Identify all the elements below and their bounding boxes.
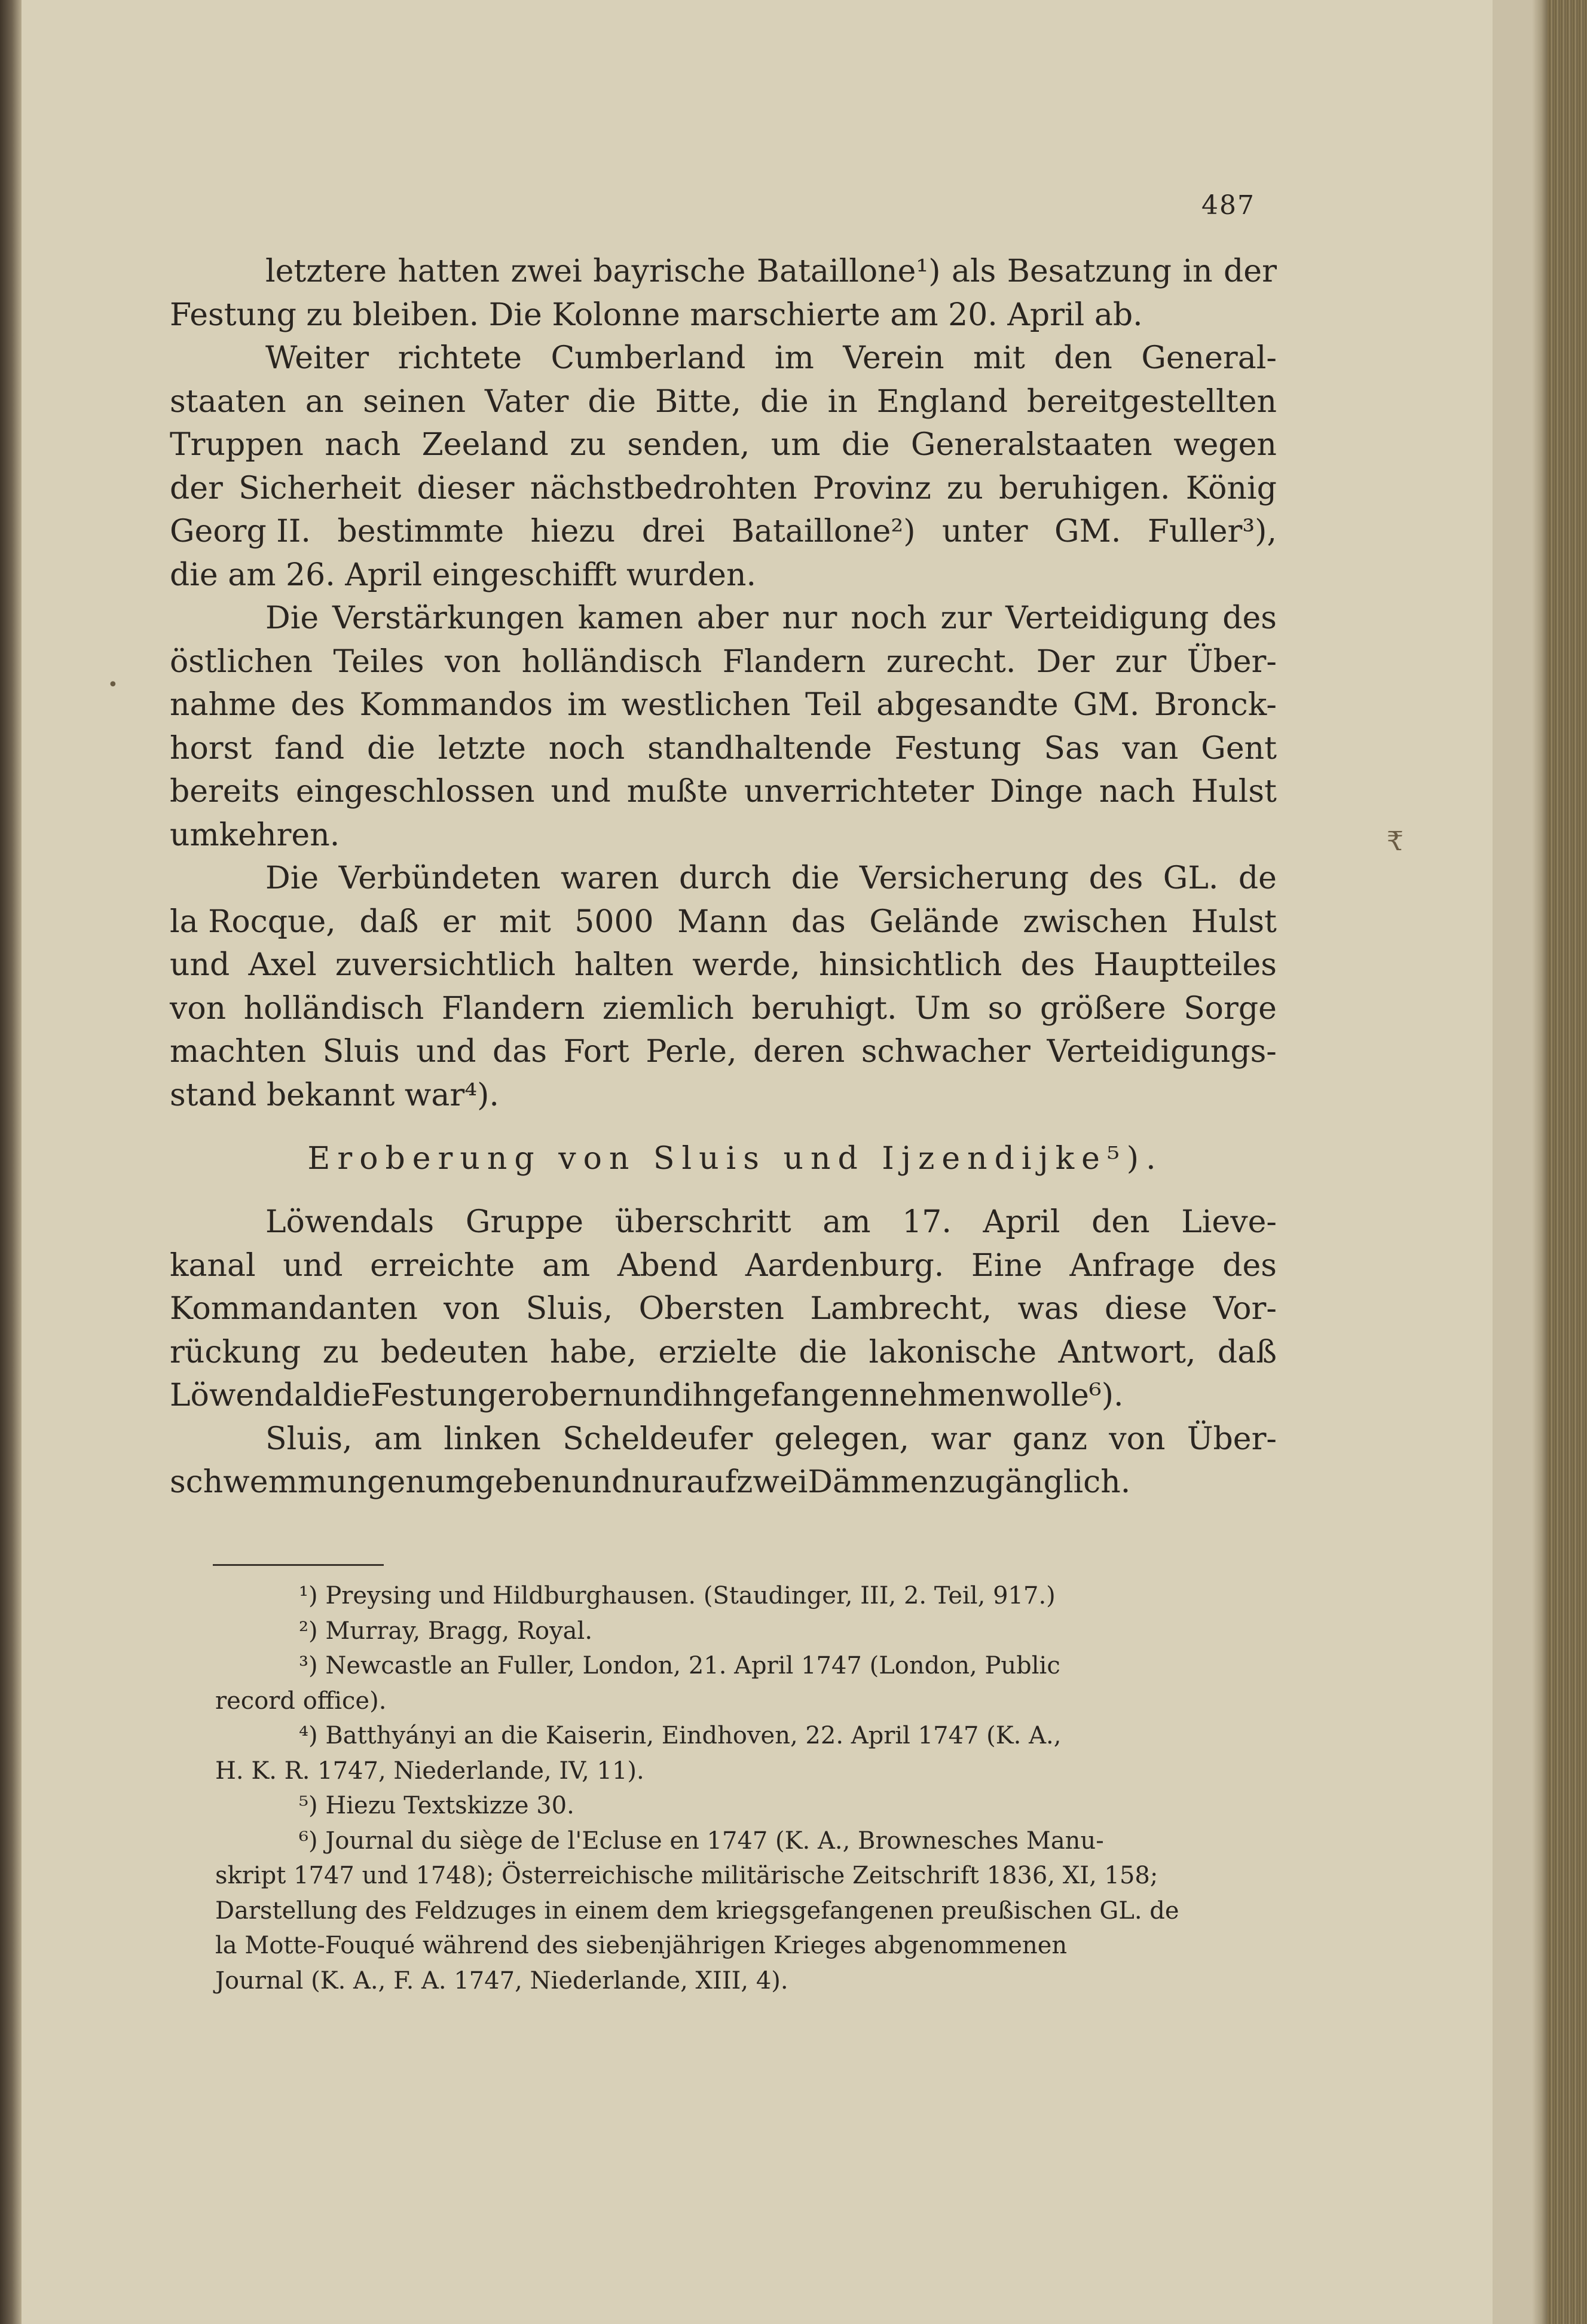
word: hatten <box>397 254 500 289</box>
word: horst <box>170 730 252 766</box>
footnote-line: la Motte-Fouqué während des siebenjährigen Krieges abgenommenen <box>215 1932 1068 1959</box>
word: Flandern <box>441 990 585 1027</box>
word: erobern <box>497 1378 623 1413</box>
word: Aardenburg. <box>745 1247 944 1284</box>
word: nur <box>782 600 837 636</box>
paragraphs-after-heading <box>170 1201 1277 1504</box>
word: und <box>416 1034 476 1070</box>
word: mit <box>973 340 1025 376</box>
word: Gelände <box>869 903 999 940</box>
word: letztere <box>265 254 387 289</box>
word: Dämmen <box>808 1464 949 1500</box>
word: das <box>493 1034 548 1070</box>
word: er <box>442 903 476 940</box>
word: zur <box>1115 643 1167 680</box>
word: am <box>822 1204 871 1240</box>
footnote-line: Journal (K. A., F. A. 1747, Niederlande, XIII, 4). <box>215 1966 788 1995</box>
margin-dot: • <box>108 674 118 695</box>
word: Weiter <box>265 340 369 376</box>
word: Gruppe <box>465 1204 584 1240</box>
word: und <box>283 1247 343 1284</box>
text-line <box>170 250 1277 294</box>
word: Sluis, <box>525 1291 613 1327</box>
word: Festung <box>894 730 1022 766</box>
word: la Rocque, <box>170 903 336 940</box>
text-line <box>170 1418 1277 1461</box>
word: Truppen <box>170 427 304 463</box>
word: umkehren. <box>170 817 340 853</box>
word: in <box>827 383 858 420</box>
word: zurecht. <box>886 643 1016 680</box>
word: von <box>1109 1421 1166 1457</box>
word: die <box>367 730 415 766</box>
word: hinsichtlich <box>819 947 1002 983</box>
word: linken <box>444 1421 541 1457</box>
word: werde, <box>692 947 800 983</box>
text-line <box>170 683 1277 727</box>
word: machten <box>170 1034 307 1070</box>
word: Sluis <box>322 1034 400 1070</box>
word: noch <box>851 600 927 636</box>
word: Vor- <box>1213 1291 1277 1327</box>
word: eingeschlossen <box>295 774 535 810</box>
word: GM. <box>1073 687 1140 723</box>
word: Sicherheit <box>238 470 402 506</box>
word: des <box>291 687 345 723</box>
text-line <box>170 597 1277 640</box>
word: des <box>1088 860 1143 896</box>
word: stand bekannt war⁴). <box>170 1077 499 1113</box>
word: daß <box>359 903 419 940</box>
word: unter <box>942 514 1028 549</box>
word: Hauptteiles <box>1093 947 1277 983</box>
word: dieser <box>417 470 515 506</box>
section-heading: Eroberung von Sluis und Ijzendijke⁵). <box>307 1140 1163 1177</box>
word: Vater <box>485 383 569 420</box>
word: staaten <box>170 383 286 420</box>
footnote-line: ²) Murray, Bragg, Royal. <box>299 1617 593 1645</box>
word: Lambrecht, <box>810 1291 992 1327</box>
footnote-line: Darstellung des Feldzuges in einem dem kriegsgefangenen preußischen GL. de <box>215 1897 1179 1925</box>
paragraph <box>170 597 1277 857</box>
word: bayrische <box>593 254 746 289</box>
word: im <box>567 687 607 723</box>
word: von <box>170 990 227 1027</box>
word: zwei <box>736 1464 808 1500</box>
text-line <box>170 1201 1277 1244</box>
word: bestimmte <box>337 514 504 549</box>
word: Bronck- <box>1154 687 1277 723</box>
word: 17. <box>902 1204 952 1240</box>
footnote-line: skript 1747 und 1748); Österreichische militärische Zeitschrift 1836, XI, 158; <box>215 1862 1158 1889</box>
word: am <box>374 1421 423 1457</box>
word: drei <box>641 514 705 549</box>
word: rückung <box>170 1334 301 1370</box>
word: habe, <box>549 1334 637 1370</box>
word: bedeuten <box>380 1334 528 1370</box>
word: von <box>444 643 502 680</box>
word: die <box>791 860 840 896</box>
word: GM. <box>1054 514 1121 549</box>
word: die <box>841 427 890 463</box>
word: hiezu <box>530 514 616 549</box>
word: Axel <box>248 947 317 983</box>
word: beruhigt. <box>751 990 897 1027</box>
word: Anfrage <box>1069 1247 1195 1284</box>
word: erzielte <box>658 1334 778 1370</box>
word: in <box>1182 254 1213 289</box>
word: GL. <box>1163 860 1219 896</box>
footnote-line: ⁴) Batthyányi an die Kaiserin, Eindhoven, 22. April 1747 (K. A., <box>299 1722 1062 1749</box>
word: an <box>305 383 344 420</box>
text-line <box>170 727 1277 771</box>
word: Hulst <box>1191 774 1277 810</box>
word: zuversichtlich <box>335 947 556 983</box>
word: Verteidigungs- <box>1047 1034 1277 1070</box>
text-line <box>170 337 1277 380</box>
word: Generalstaaten <box>910 427 1152 463</box>
word: Kommandos <box>359 687 553 723</box>
word: Zeeland <box>421 427 549 463</box>
word: unverrichteter <box>744 774 974 810</box>
word: Verein <box>843 340 944 376</box>
word: beruhigen. <box>998 470 1170 506</box>
word: gelegen, <box>774 1421 909 1457</box>
word: richtete <box>397 340 522 376</box>
word: Kommandanten <box>170 1291 418 1327</box>
word: Fuller³), <box>1147 514 1277 549</box>
text-line <box>170 1244 1277 1288</box>
word: zu <box>570 427 606 463</box>
word: westlichen <box>621 687 791 723</box>
word: Sorge <box>1184 990 1277 1027</box>
word: gefangennehmen <box>732 1378 1006 1413</box>
paragraph <box>170 1418 1277 1504</box>
word: zugänglich. <box>948 1464 1131 1500</box>
word: des <box>1222 1247 1277 1284</box>
word: Festung zu bleiben. Die Kolonne marschierte am 20. April ab. <box>170 297 1143 333</box>
text-line <box>170 423 1277 467</box>
word: Sas <box>1044 730 1100 766</box>
word: König <box>1185 470 1277 506</box>
word: fand <box>274 730 345 766</box>
word: nächstbedrohten <box>530 470 797 506</box>
book-spine-edge <box>1548 0 1587 2324</box>
word: Teil <box>805 687 862 723</box>
word: Über- <box>1187 643 1277 680</box>
word: Eine <box>971 1247 1042 1284</box>
word: der <box>170 470 223 506</box>
word: Verbündeten <box>338 860 541 896</box>
word: zwischen <box>1023 903 1168 940</box>
word: standhaltende <box>647 730 872 766</box>
word: Provinz <box>812 470 931 506</box>
word: ganz <box>1012 1421 1088 1457</box>
paragraphs-before-heading <box>170 250 1277 1117</box>
word: Lieve- <box>1181 1204 1277 1240</box>
word: den <box>1054 340 1112 376</box>
word: wolle⁶). <box>1005 1378 1124 1413</box>
word: Um <box>915 990 971 1027</box>
footnote-line: H. K. R. 1747, Niederlande, IV, 11). <box>215 1757 644 1785</box>
word: Scheldeufer <box>562 1421 753 1457</box>
footnote-line: ¹) Preysing und Hildburghausen. (Staudinger, III, 2. Teil, 917.) <box>299 1582 1056 1610</box>
word: Festung <box>371 1378 498 1413</box>
word: bereitgestellten <box>1026 383 1277 420</box>
word: Dinge <box>990 774 1083 810</box>
word: überschritt <box>614 1204 791 1240</box>
page-gutter-shadow <box>1532 0 1548 2324</box>
footnotes <box>215 1578 1289 1998</box>
word: Gent <box>1201 730 1277 766</box>
word: Die <box>265 860 319 896</box>
word: Hulst <box>1191 903 1277 940</box>
word: den <box>1091 1204 1150 1240</box>
page-number: 487 <box>1201 190 1255 221</box>
text-line <box>170 987 1277 1031</box>
word: Besatzung <box>1007 254 1172 289</box>
word: Über- <box>1187 1421 1277 1457</box>
word: waren <box>560 860 659 896</box>
text-line <box>170 1374 1277 1418</box>
word: General- <box>1141 340 1277 376</box>
text-line <box>170 294 1277 337</box>
word: und <box>622 1378 683 1413</box>
word: daß <box>1217 1334 1277 1370</box>
paragraph <box>170 857 1277 1117</box>
word: als <box>952 254 996 289</box>
word: Bataillone¹) <box>756 254 941 289</box>
word: die <box>799 1334 848 1370</box>
word: zu <box>322 1334 359 1370</box>
word: noch <box>548 730 625 766</box>
word: und <box>170 947 230 983</box>
word: zu <box>946 470 983 506</box>
word: am <box>542 1247 591 1284</box>
word: halten <box>574 947 674 983</box>
word: um <box>770 427 821 463</box>
paragraph <box>170 250 1277 337</box>
word: Sluis, <box>265 1421 353 1457</box>
word: auf <box>686 1464 737 1500</box>
word: die <box>588 383 637 420</box>
word: senden, <box>627 427 750 463</box>
word: ziemlich <box>602 990 734 1027</box>
footnote-line: record office). <box>215 1687 387 1715</box>
footnote-rule <box>213 1564 384 1566</box>
word: Mann <box>677 903 768 940</box>
word: durch <box>679 860 772 896</box>
word: lakonische <box>869 1334 1037 1370</box>
word: Fort <box>563 1034 629 1070</box>
word: und <box>551 774 611 810</box>
word: Die <box>265 600 319 636</box>
word: holländisch <box>243 990 424 1027</box>
word: Löwendal <box>170 1378 323 1413</box>
word: so <box>987 990 1023 1027</box>
word: der <box>1224 254 1277 289</box>
text-line <box>170 380 1277 424</box>
text-line <box>170 900 1277 944</box>
word: kanal <box>170 1247 256 1284</box>
text-line <box>170 554 1277 597</box>
word: Flandern <box>722 643 866 680</box>
word: im <box>774 340 814 376</box>
word: Der <box>1036 643 1095 680</box>
word: ihn <box>682 1378 733 1413</box>
word: 5000 <box>574 903 654 940</box>
word: umgeben <box>425 1464 572 1500</box>
word: die <box>322 1378 371 1413</box>
text-line <box>170 1461 1277 1504</box>
word: nach <box>325 427 401 463</box>
word: Verstärkungen <box>332 600 564 636</box>
word: nach <box>1099 774 1175 810</box>
word: des <box>1222 600 1277 636</box>
word: das <box>791 903 846 940</box>
word: nur <box>631 1464 687 1500</box>
word: Verteidigung <box>1005 600 1209 636</box>
word: holländisch <box>521 643 702 680</box>
word: die <box>760 383 809 420</box>
word: und <box>571 1464 632 1500</box>
word: nahme <box>170 687 277 723</box>
word: Bataillone²) <box>731 514 916 549</box>
word: zwei <box>510 254 582 289</box>
word: Versicherung <box>859 860 1069 896</box>
text-line <box>170 1030 1277 1074</box>
word: abgesandte <box>876 687 1059 723</box>
word: war <box>931 1421 991 1457</box>
margin-mark: ₹ <box>1387 826 1403 857</box>
word: die am 26. April eingeschifft wurden. <box>170 557 756 593</box>
body-text <box>170 250 1277 1504</box>
footnote-line: ⁶) Journal du siège de l'Ecluse en 1747 (K. A., Brownesches Manu- <box>299 1827 1104 1855</box>
word: erreichte <box>370 1247 515 1284</box>
text-line <box>170 1074 1277 1117</box>
word: England <box>876 383 1008 420</box>
text-line <box>170 814 1277 857</box>
text-line <box>170 467 1277 511</box>
footnote-line: ⁵) Hiezu Textskizze 30. <box>299 1792 574 1819</box>
word: aber <box>696 600 769 636</box>
paragraph <box>170 1201 1277 1418</box>
scan-left-edge <box>0 0 22 2324</box>
word: östlichen <box>170 643 313 680</box>
word: de <box>1238 860 1277 896</box>
word: zur <box>940 600 992 636</box>
word: Obersten <box>638 1291 784 1327</box>
word: von <box>444 1291 500 1327</box>
word: größere <box>1040 990 1166 1027</box>
word: Cumberland <box>551 340 746 376</box>
word: mußte <box>626 774 728 810</box>
text-line <box>170 640 1277 684</box>
word: bereits <box>170 774 280 810</box>
word: Georg II. <box>170 514 311 549</box>
text-line <box>170 857 1277 900</box>
word: Bitte, <box>655 383 741 420</box>
word: kamen <box>577 600 683 636</box>
word: Teiles <box>333 643 424 680</box>
word: schwemmungen <box>170 1464 426 1500</box>
word: wegen <box>1173 427 1277 463</box>
word: Antwort, <box>1058 1334 1196 1370</box>
word: was <box>1017 1291 1079 1327</box>
word: des <box>1020 947 1075 983</box>
word: April <box>983 1204 1060 1240</box>
word: Perle, <box>646 1034 737 1070</box>
footnote-line: ³) Newcastle an Fuller, London, 21. April 1747 (London, Public <box>299 1652 1060 1679</box>
word: seinen <box>363 383 466 420</box>
word: van <box>1122 730 1179 766</box>
text-line <box>170 1287 1277 1331</box>
word: letzte <box>438 730 526 766</box>
word: Löwendals <box>265 1204 435 1240</box>
text-line <box>170 770 1277 814</box>
word: schwacher <box>861 1034 1031 1070</box>
word: mit <box>499 903 551 940</box>
word: deren <box>753 1034 845 1070</box>
paragraph <box>170 337 1277 597</box>
word: diese <box>1104 1291 1188 1327</box>
text-line <box>170 943 1277 987</box>
text-line <box>170 510 1277 554</box>
text-line <box>170 1331 1277 1375</box>
word: Abend <box>617 1247 718 1284</box>
